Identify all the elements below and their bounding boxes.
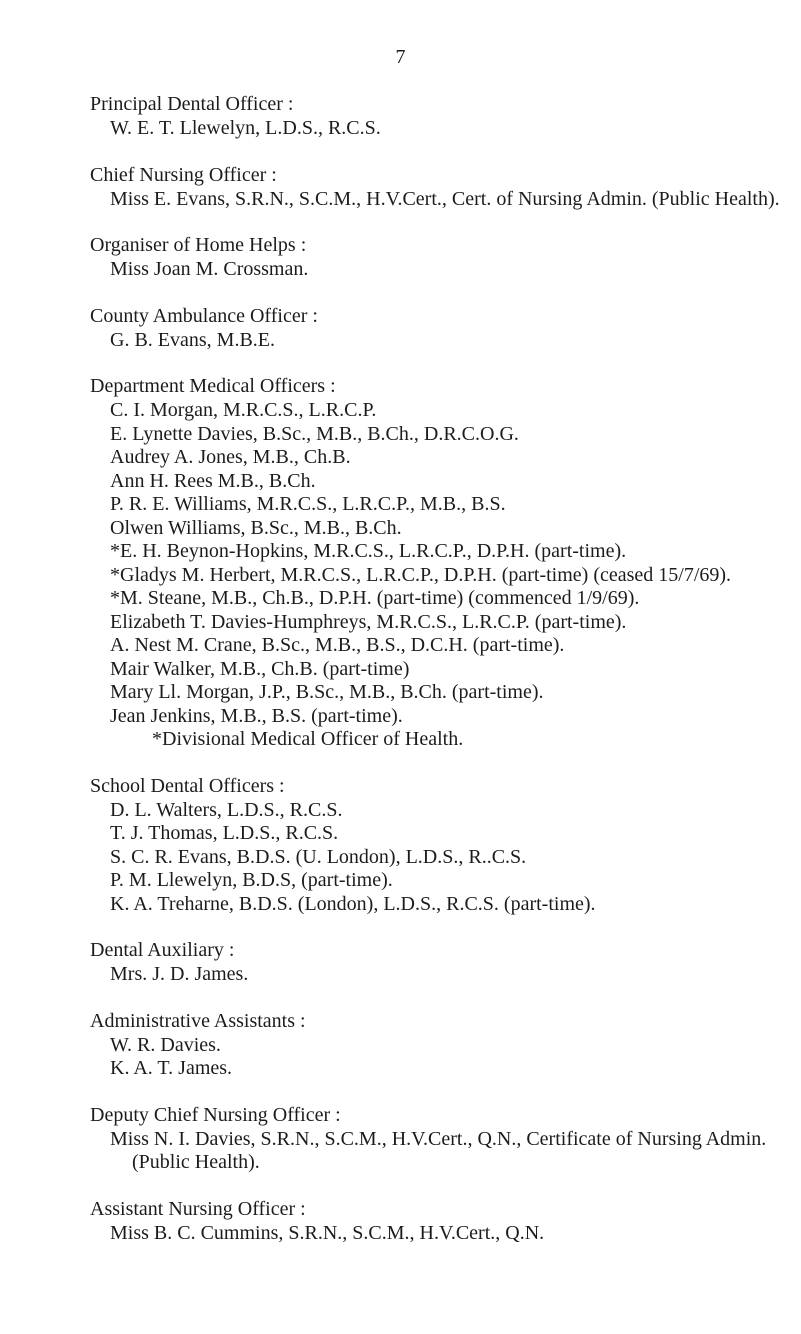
section-dental-auxiliary bbox=[90, 938, 780, 987]
section-entries bbox=[90, 963, 780, 987]
staff-entry: Olwen Williams, B.Sc., M.B., B.Ch. bbox=[110, 516, 402, 539]
section-chief-nursing-officer bbox=[90, 163, 780, 212]
section-organiser-home-helps bbox=[90, 233, 780, 282]
section-entries bbox=[90, 1128, 780, 1175]
section-entries bbox=[90, 258, 780, 282]
staff-entry: Mrs. J. D. James. bbox=[110, 963, 249, 985]
staff-entry: Miss B. C. Cummins, S.R.N., S.C.M., H.V.Cert., Q.N. bbox=[110, 1221, 545, 1244]
staff-entry: Miss Joan M. Crossman. bbox=[110, 258, 309, 280]
staff-entry: S. C. R. Evans, B.D.S. (U. London), L.D.S., R..C.S. bbox=[110, 845, 527, 868]
section-heading: Principal Dental Officer : bbox=[90, 93, 294, 115]
staff-list bbox=[90, 92, 780, 1267]
section-heading: Deputy Chief Nursing Officer : bbox=[90, 1103, 341, 1126]
section-entries bbox=[90, 799, 780, 917]
page-number: 7 bbox=[395, 46, 406, 68]
section-entries bbox=[90, 329, 780, 353]
section-entries bbox=[90, 188, 780, 212]
staff-entry: Mair Walker, M.B., Ch.B. (part-time) bbox=[110, 657, 410, 680]
staff-entry: Ann H. Rees M.B., B.Ch. bbox=[110, 469, 316, 492]
section-heading: Administrative Assistants : bbox=[90, 1009, 306, 1032]
staff-entry: W. E. T. Llewelyn, L.D.S., R.C.S. bbox=[110, 117, 381, 139]
staff-entry: Miss E. Evans, S.R.N., S.C.M., H.V.Cert., Cert. of Nursing Admin. (Public Health). bbox=[110, 187, 780, 210]
staff-entry: G. B. Evans, M.B.E. bbox=[110, 328, 275, 351]
section-school-dental-officers bbox=[90, 774, 780, 917]
staff-entry: K. A. T. James. bbox=[110, 1057, 233, 1079]
staff-entry: C. I. Morgan, M.R.C.S., L.R.C.P. bbox=[110, 399, 377, 421]
section-principal-dental-officer bbox=[90, 92, 780, 141]
staff-entry: D. L. Walters, L.D.S., R.C.S. bbox=[110, 798, 343, 821]
staff-entry: W. R. Davies. bbox=[110, 1033, 221, 1056]
section-heading: Assistant Nursing Officer : bbox=[90, 1197, 306, 1220]
staff-entry: E. Lynette Davies, B.Sc., M.B., B.Ch., D.R.C.O.G. bbox=[110, 422, 519, 445]
footnote: *Divisional Medical Officer of Health. bbox=[152, 728, 464, 750]
section-deputy-chief-nursing-officer bbox=[90, 1103, 780, 1175]
section-department-medical-officers bbox=[90, 374, 780, 752]
staff-entry: Miss N. I. Davies, S.R.N., S.C.M., H.V.Cert., Q.N., Certificate of Nursing Admin. (Public Health). bbox=[110, 1127, 767, 1173]
section-entries bbox=[90, 399, 780, 752]
section-heading: Dental Auxiliary : bbox=[90, 939, 235, 961]
section-entries bbox=[90, 1222, 780, 1246]
staff-entry: *E. H. Beynon-Hopkins, M.R.C.S., L.R.C.P., D.P.H. (part-time). bbox=[110, 540, 627, 562]
staff-entry: *M. Steane, M.B., Ch.B., D.P.H. (part-time) (commenced 1/9/69). bbox=[110, 587, 640, 609]
staff-entry: *Gladys M. Herbert, M.R.C.S., L.R.C.P., D.P.H. (part-time) (ceased 15/7/69). bbox=[110, 563, 732, 586]
staff-entry: Mary Ll. Morgan, J.P., B.Sc., M.B., B.Ch. (part-time). bbox=[110, 681, 544, 703]
section-heading: Chief Nursing Officer : bbox=[90, 163, 277, 186]
staff-entry: Jean Jenkins, M.B., B.S. (part-time). bbox=[110, 704, 403, 727]
section-entries bbox=[90, 1034, 780, 1081]
staff-entry: P. M. Llewelyn, B.D.S, (part-time). bbox=[110, 869, 393, 891]
section-heading: Department Medical Officers : bbox=[90, 375, 336, 397]
staff-entry: Audrey A. Jones, M.B., Ch.B. bbox=[110, 446, 351, 468]
section-county-ambulance-officer bbox=[90, 304, 780, 353]
staff-entry: Elizabeth T. Davies-Humphreys, M.R.C.S., L.R.C.P. (part-time). bbox=[110, 610, 627, 633]
staff-entry: T. J. Thomas, L.D.S., R.C.S. bbox=[110, 822, 339, 844]
staff-entry: K. A. Treharne, B.D.S. (London), L.D.S., R.C.S. (part-time). bbox=[110, 892, 596, 915]
staff-entry: P. R. E. Williams, M.R.C.S., L.R.C.P., M.B., B.S. bbox=[110, 493, 506, 515]
section-heading: County Ambulance Officer : bbox=[90, 304, 318, 327]
section-entries bbox=[90, 117, 780, 141]
section-assistant-nursing-officer bbox=[90, 1197, 780, 1246]
section-heading: School Dental Officers : bbox=[90, 774, 285, 797]
section-administrative-assistants bbox=[90, 1009, 780, 1081]
section-heading: Organiser of Home Helps : bbox=[90, 234, 307, 256]
staff-entry: A. Nest M. Crane, B.Sc., M.B., B.S., D.C.H. (part-time). bbox=[110, 634, 565, 656]
